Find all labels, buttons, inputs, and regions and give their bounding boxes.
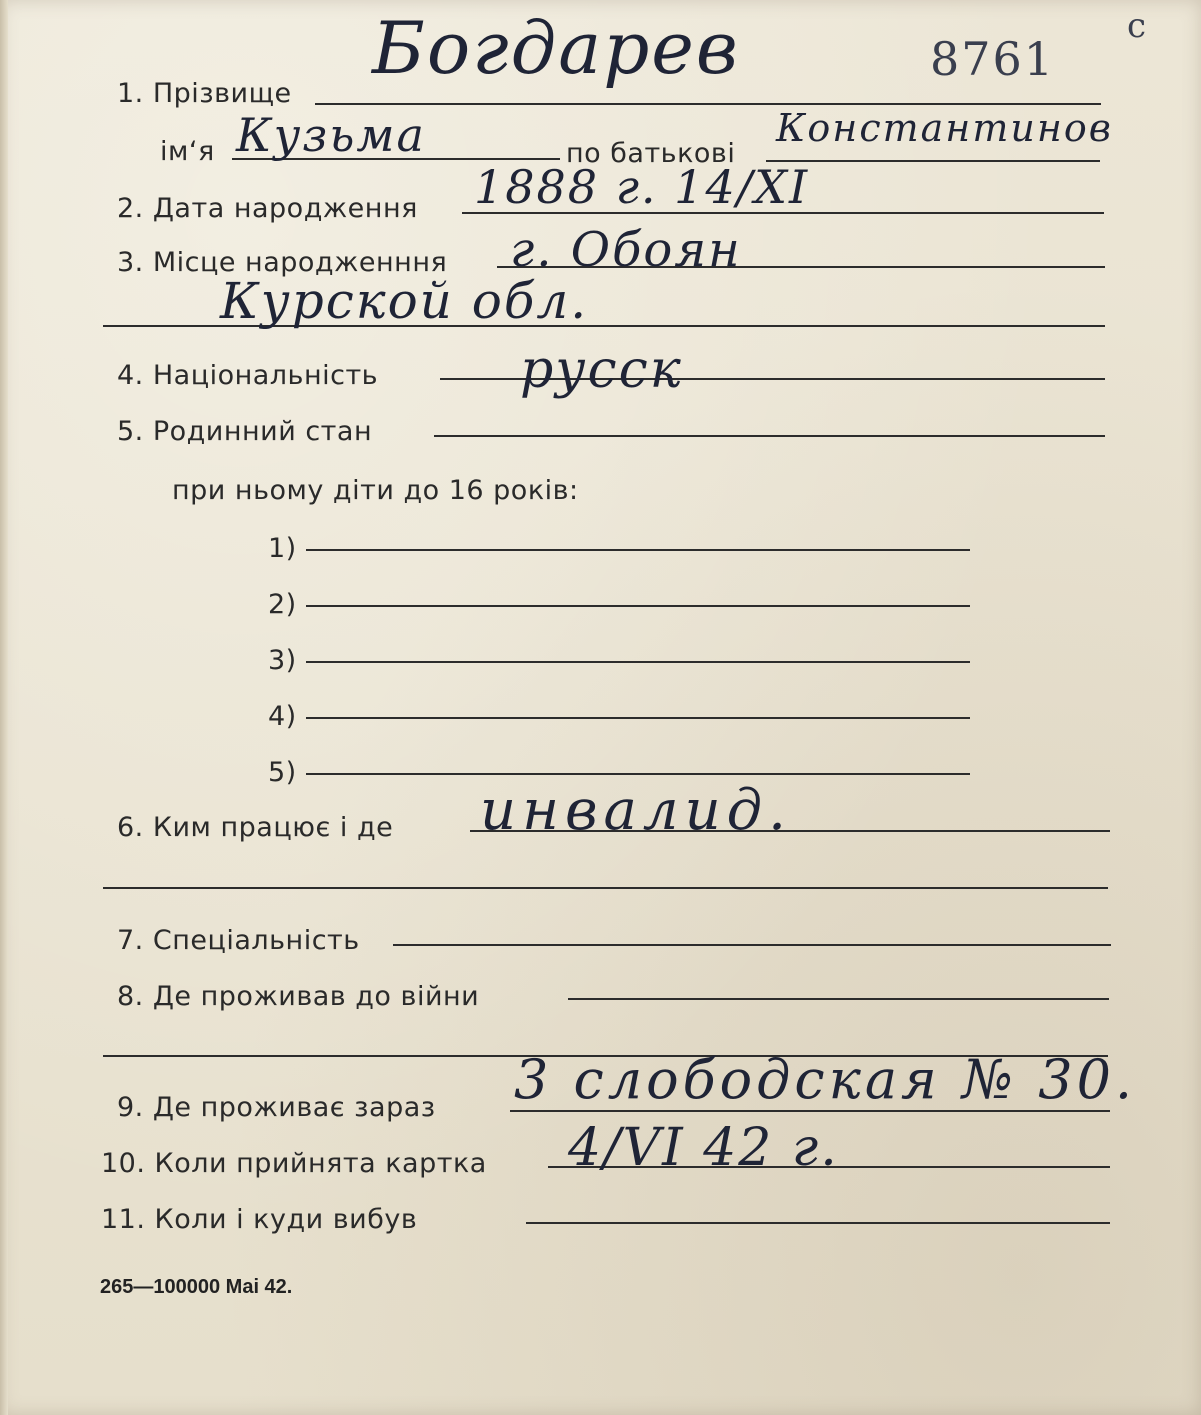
prewar-address-label: 8. Де проживав до війни: [117, 981, 480, 1012]
card-number-handwritten: 8761: [930, 32, 1056, 86]
card-mark-handwritten: с: [1127, 6, 1149, 46]
work-label: 6. Ким працює і де: [117, 812, 394, 843]
current-address-label: 9. Де проживає зараз: [117, 1092, 436, 1123]
first-name-label: ім‘я: [160, 136, 215, 167]
child-2-label: 2): [268, 589, 297, 620]
birth-place-handwritten-2: Курской обл.: [220, 272, 589, 330]
patronymic-handwritten: Константинов: [776, 106, 1113, 150]
surname-handwritten: Богдарев: [372, 6, 740, 90]
first-name-handwritten: Кузьма: [236, 108, 426, 162]
print-code: 265—100000 Mai 42.: [100, 1276, 293, 1298]
child-3-label: 3): [268, 645, 297, 676]
children-label: при ньому діти до 16 років:: [172, 475, 579, 506]
current-address-handwritten: 3 слободская № 30.: [514, 1048, 1137, 1111]
child-3-line: [306, 661, 970, 663]
nationality-label: 4. Національність: [117, 360, 379, 391]
marital-status-line: [434, 435, 1105, 437]
child-4-line: [306, 717, 970, 719]
card-accepted-handwritten: 4/VI 42 г.: [568, 1118, 839, 1178]
work-handwritten: инвалид.: [480, 778, 792, 843]
patronymic-line: [766, 160, 1100, 162]
marital-status-label: 5. Родинний стан: [117, 416, 373, 447]
child-5-line: [306, 773, 970, 775]
birth-place-handwritten-1: г. Обоян: [510, 222, 742, 278]
departure-line: [526, 1222, 1110, 1224]
surname-line: [315, 103, 1101, 105]
card-accepted-label: 10. Коли прийнята картка: [101, 1148, 487, 1179]
work-line-2: [103, 887, 1108, 889]
child-1-line: [306, 549, 970, 551]
child-1-label: 1): [268, 533, 297, 564]
child-5-label: 5): [268, 757, 297, 788]
surname-label: 1. Прізвище: [117, 78, 292, 109]
card-edge: [0, 0, 8, 1415]
patronymic-label: по батькові: [566, 138, 736, 169]
prewar-address-line: [568, 998, 1109, 1000]
child-2-line: [306, 605, 970, 607]
departure-label: 11. Коли і куди вибув: [101, 1204, 418, 1235]
specialty-line: [393, 944, 1111, 946]
birth-date-handwritten: 1888 г. 14/XI: [474, 160, 810, 214]
child-4-label: 4): [268, 701, 297, 732]
specialty-label: 7. Спеціальність: [117, 925, 360, 956]
nationality-handwritten: русск: [520, 340, 683, 400]
birth-place-label: 3. Місце народженння: [117, 247, 448, 278]
birth-date-label: 2. Дата народження: [117, 193, 418, 224]
